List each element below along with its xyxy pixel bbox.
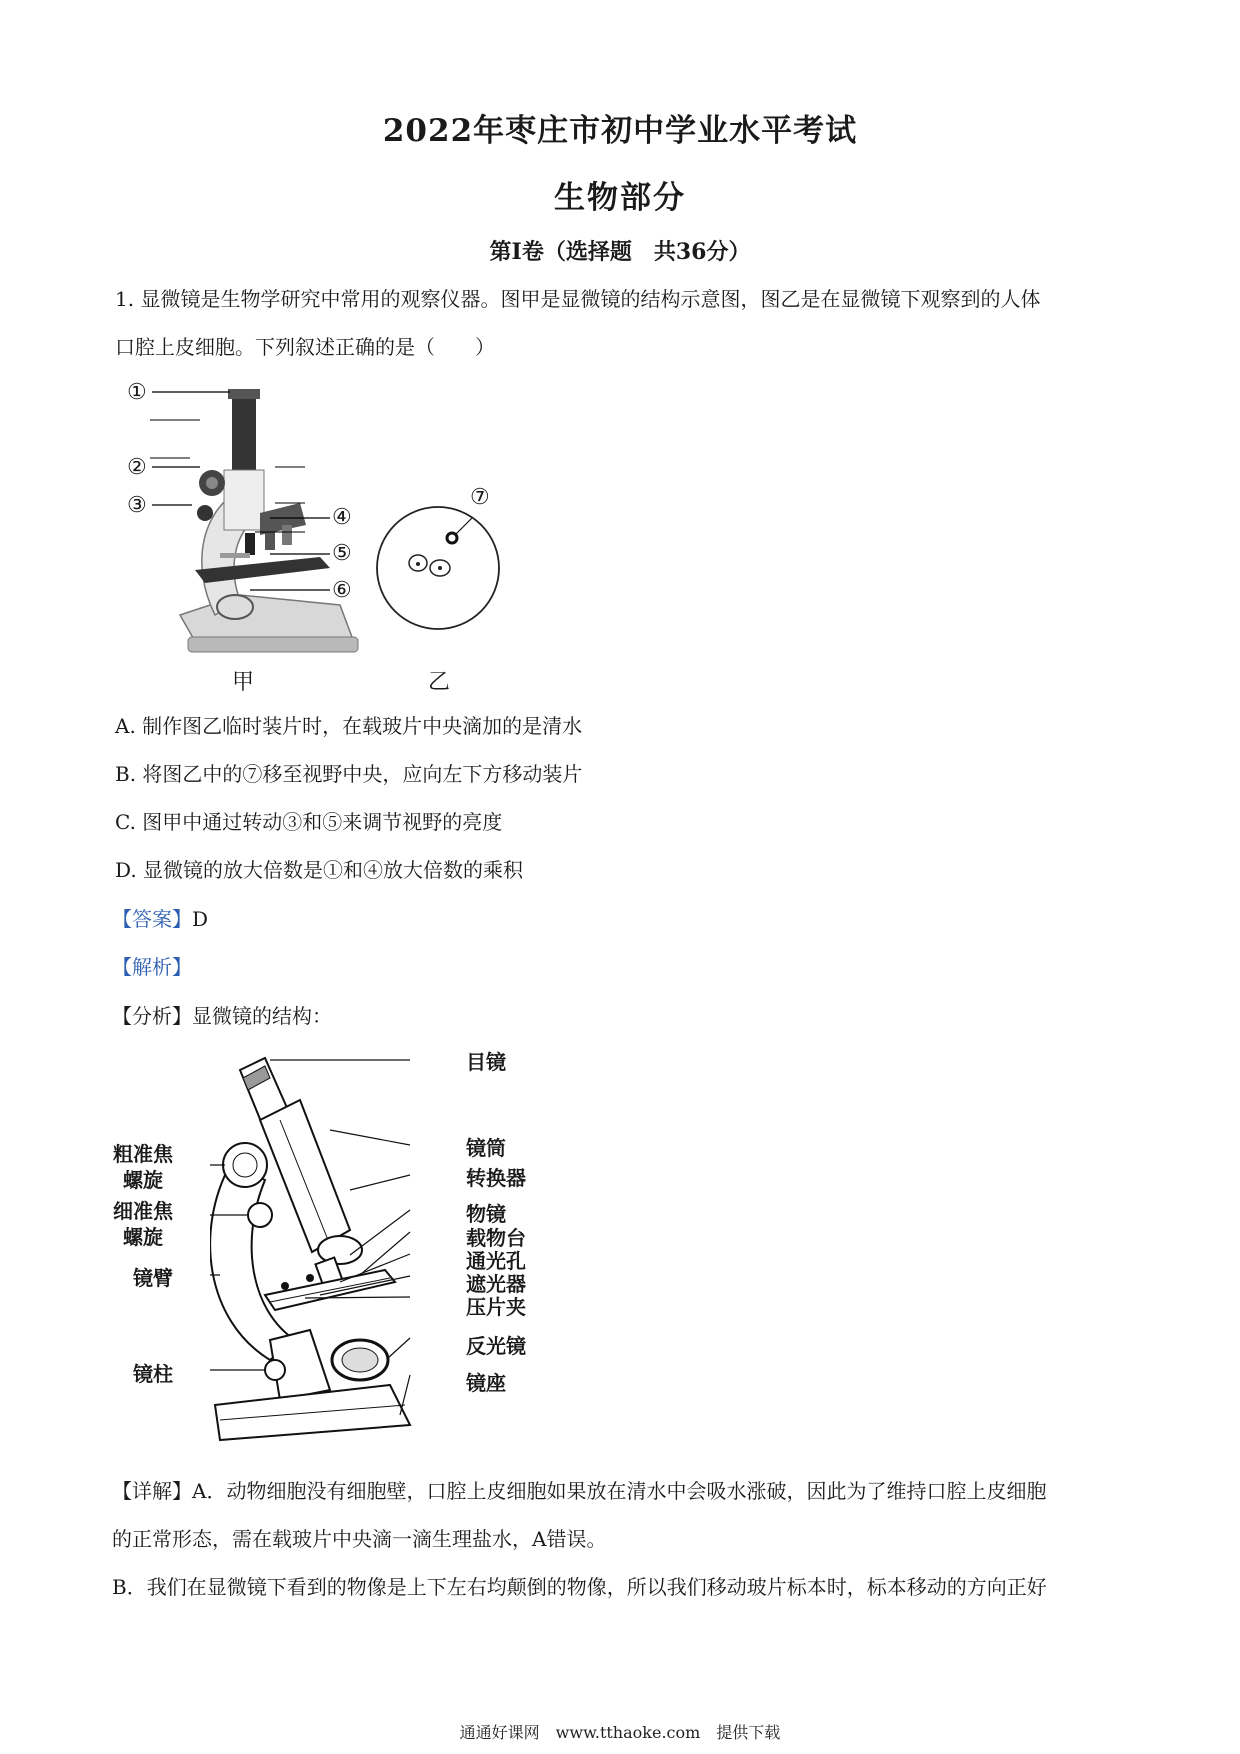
option-b: B. 将图乙中的⑦移至视野中央，应向左下方移动装片: [115, 762, 583, 786]
exam-subtitle: 生物部分: [554, 180, 686, 216]
caption-yi: 乙: [428, 670, 451, 695]
figure1-leader-lines: [120, 370, 380, 610]
label-arm: 镜臂: [133, 1266, 173, 1290]
label-base: 镜座: [466, 1371, 506, 1395]
analysis-intro: 【分析】显微镜的结构：: [112, 1004, 332, 1028]
figure-field-of-view: [372, 480, 512, 650]
answer-label: 【答案】: [112, 907, 192, 931]
label-coarse-focus-1: 粗准焦: [113, 1142, 173, 1166]
label-coarse-focus-2: 螺旋: [123, 1168, 163, 1192]
caption-jia: 甲: [232, 670, 255, 695]
exam-title: 2022年枣庄市初中学业水平考试: [382, 113, 858, 149]
label-6: ⑥: [332, 578, 352, 603]
label-pillar: 镜柱: [133, 1362, 173, 1386]
detail-line3: B．我们在显微镜下看到的物像是上下左右均颠倒的物像，所以我们移动玻片标本时，标本移动的方向正好: [112, 1575, 1047, 1599]
detail-line2: 的正常形态，需在载玻片中央滴一滴生理盐水，A错误。: [112, 1527, 607, 1551]
label-1: ①: [127, 380, 147, 405]
label-7: ⑦: [470, 485, 490, 510]
label-diaphragm: 遮光器: [466, 1272, 526, 1296]
label-light-hole: 通光孔: [466, 1249, 526, 1273]
question-stem-line2: 口腔上皮细胞。下列叙述正确的是（ ）: [115, 335, 495, 359]
label-stage: 载物台: [466, 1226, 526, 1250]
label-3: ③: [127, 493, 147, 518]
label-nosepiece: 转换器: [466, 1166, 526, 1190]
analysis-label: 【解析】: [112, 955, 192, 979]
label-objective: 物镜: [466, 1202, 506, 1226]
label-fine-focus-1: 细准焦: [113, 1199, 173, 1223]
answer-value: D: [192, 907, 209, 931]
label-5: ⑤: [332, 541, 352, 566]
detail-line1: 【详解】A．动物细胞没有细胞壁，口腔上皮细胞如果放在清水中会吸水涨破，因此为了维持口腔上皮细胞: [112, 1479, 1047, 1503]
question-stem-line1: 1. 显微镜是生物学研究中常用的观察仪器。图甲是显微镜的结构示意图，图乙是在显微镜下观察到的人体: [115, 287, 1041, 311]
section-heading: 第Ⅰ卷（选择题 共36分）: [489, 239, 751, 265]
footer-source: 通通好课网 www.tthaoke.com 提供下载: [459, 1723, 781, 1742]
label-tube: 镜筒: [466, 1136, 506, 1160]
label-mirror: 反光镜: [466, 1334, 526, 1358]
label-4: ④: [332, 505, 352, 530]
option-c: C. 图甲中通过转动③和⑤来调节视野的亮度: [115, 810, 503, 834]
label-eyepiece: 目镜: [466, 1050, 506, 1074]
answer-line: [112, 905, 1132, 933]
option-d: D. 显微镜的放大倍数是①和④放大倍数的乘积: [115, 858, 524, 882]
label-fine-focus-2: 螺旋: [123, 1225, 163, 1249]
option-a: A. 制作图乙临时装片时，在载玻片中央滴加的是清水: [115, 714, 583, 738]
label-2: ②: [127, 455, 147, 480]
figure-microscope-structure: [210, 1040, 480, 1450]
label-stage-clip: 压片夹: [466, 1295, 526, 1319]
